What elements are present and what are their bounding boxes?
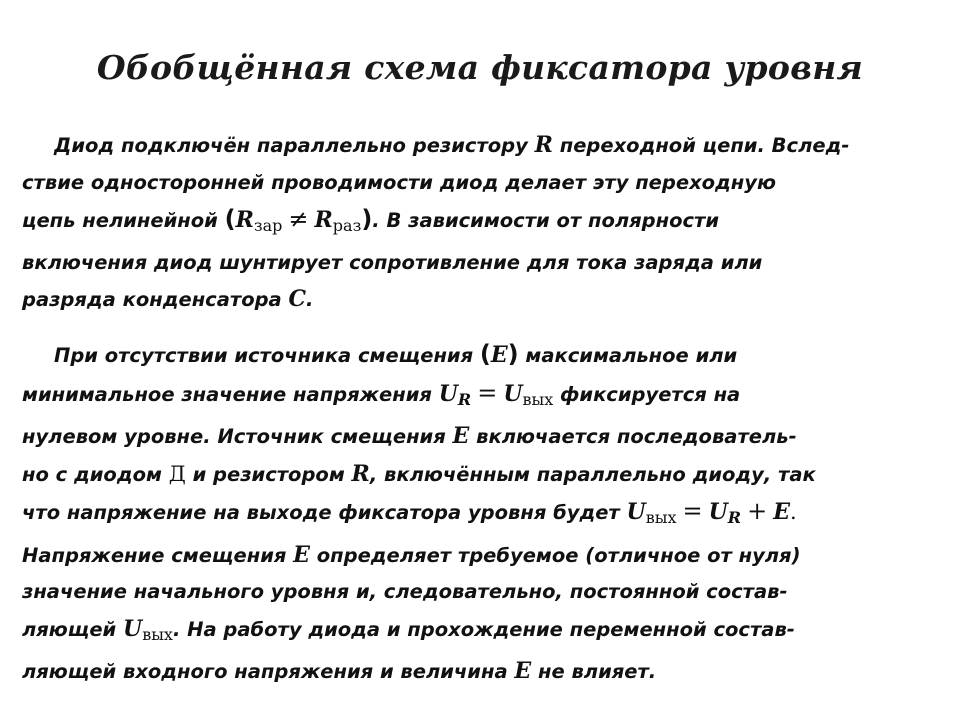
text: не влияет (531, 660, 649, 683)
text-line: ствие односторонней проводимости диод делает эту переходную (22, 170, 776, 194)
text-line (22, 456, 942, 494)
math-plus: + (747, 497, 768, 525)
text-line (22, 201, 942, 245)
paragraph-diode-description (22, 127, 942, 319)
math-e: E (452, 423, 470, 449)
text-line: включения диод шунтирует сопротивление для тока заряда или (22, 250, 763, 274)
text-line (22, 493, 942, 537)
math-u: U (123, 615, 143, 642)
text-line (22, 336, 942, 375)
math-eq: = (682, 497, 703, 525)
slide-title: Обобщённая схема фиксатора уровня (96, 48, 864, 87)
text: . (306, 288, 314, 311)
text-line (22, 418, 942, 456)
math-e: E (490, 342, 508, 368)
math-r: R (534, 132, 553, 158)
text-line (22, 611, 942, 654)
text: разряда конденсатора (22, 288, 289, 311)
math-r: R (351, 460, 370, 487)
math-e: E (773, 499, 790, 525)
text: цепь нелинейной (22, 209, 225, 232)
text: и резистором (185, 462, 352, 486)
math-e: E (293, 541, 310, 568)
math-e: E (514, 658, 532, 684)
math-subscript-vyh: вых (142, 624, 173, 644)
math-u: U (438, 380, 458, 407)
text: минимальное значение напряжения (22, 382, 439, 406)
text: . В зависимости от полярности (372, 209, 720, 232)
math-r-zar: R (235, 207, 254, 233)
math-u: U (626, 499, 646, 525)
text: ляющей (22, 617, 123, 641)
paren-open: ( (224, 205, 236, 233)
text-line (22, 653, 942, 691)
text: что напряжение на выходе фиксатора уровня будет (22, 501, 627, 524)
math-u: U (503, 380, 523, 407)
paragraph-bias-source (22, 336, 942, 691)
text: Диод подключён параллельно резистору (54, 134, 535, 157)
math-subscript-vyh: вых (522, 389, 554, 409)
text: переходной цепи. Вслед- (552, 134, 850, 157)
text: включается последователь- (469, 425, 797, 448)
paren-close: ) (507, 340, 519, 368)
text: но с диодом (22, 462, 169, 486)
math-subscript-zar: зар (253, 216, 283, 235)
text: нулевом уровне. Источник смещения (22, 425, 453, 448)
text: фиксируется на (553, 382, 741, 406)
text: , включённым параллельно диоду, так (369, 462, 816, 486)
text: . На работу диода и прохождение переменной состав- (172, 617, 795, 641)
math-u: U (708, 499, 728, 525)
text-line (22, 127, 942, 165)
text-line (22, 375, 942, 419)
math-subscript-r: R (457, 389, 472, 409)
text: При отсутствии источника смещения (54, 344, 480, 367)
paren-close: ) (361, 205, 373, 233)
text: максимальное или (518, 344, 738, 367)
text: . (648, 660, 657, 683)
text: определяет требуемое (отличное от нуля) (309, 543, 801, 567)
paren-open: ( (479, 340, 491, 368)
text-line (22, 537, 942, 575)
math-neq: ≠ (288, 205, 309, 233)
text: Напряжение смещения (22, 543, 294, 567)
math-subscript-r: R (727, 508, 742, 527)
math-subscript-raz: раз (332, 216, 362, 235)
math-eq: = (477, 378, 498, 407)
text-line (22, 281, 942, 319)
text: ляющей входного напряжения и величина (22, 660, 515, 683)
math-diode-d: Д (168, 461, 186, 486)
math-r-raz: R (314, 207, 333, 233)
math-subscript-vyh: вых (645, 508, 677, 527)
text-line: значение начального уровня и, следовательно, постоянной состав- (22, 580, 788, 603)
math-period: . (789, 500, 797, 524)
math-c: C (288, 286, 307, 312)
